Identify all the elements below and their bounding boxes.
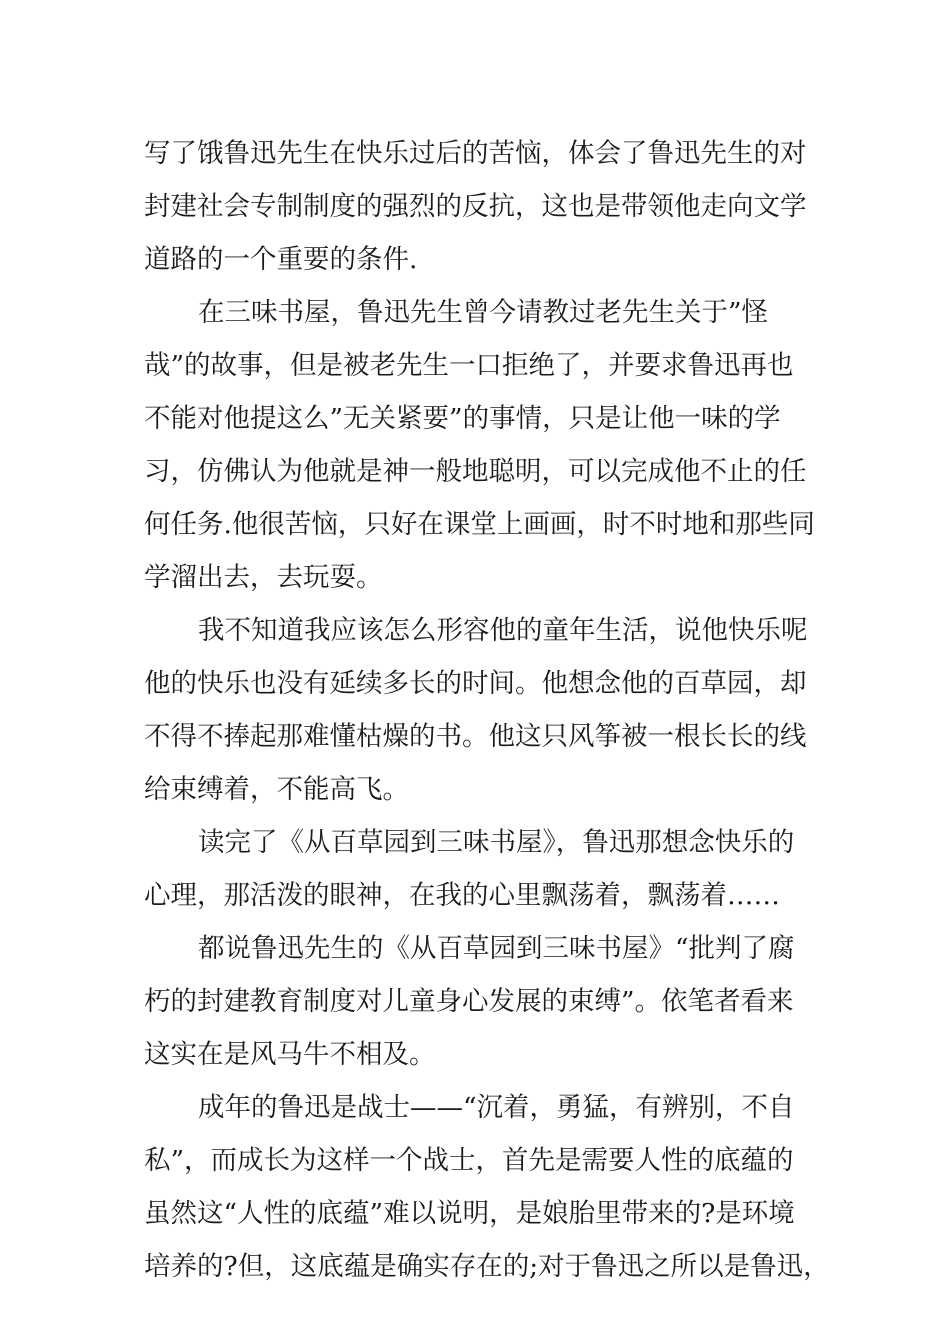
text-line: 在三味书屋，鲁迅先生曾今请教过老先生关于”怪 xyxy=(198,297,769,328)
text-line: 他的快乐也没有延续多长的时间。他想念他的百草园，却 xyxy=(144,668,807,699)
text-line: 朽的封建教育制度对儿童身心发展的束缚”。依笔者看来 xyxy=(144,986,794,1017)
text-line: 封建社会专制制度的强烈的反抗，这也是带领他走向文学 xyxy=(144,191,807,222)
text-line: 读完了《从百草园到三味书屋》，鲁迅那想念快乐的 xyxy=(198,827,795,858)
text-line: 写了饿鲁迅先生在快乐过后的苦恼，体会了鲁迅先生的对 xyxy=(144,138,807,169)
text-line: 哉”的故事，但是被老先生一口拒绝了，并要求鲁迅再也 xyxy=(144,350,794,381)
paragraph-1 xyxy=(144,127,824,286)
text-line: 培养的?但，这底蕴是确实存在的;对于鲁迅之所以是鲁迅， xyxy=(144,1251,830,1282)
text-line: 道路的一个重要的条件. xyxy=(144,244,418,275)
text-line: 学溜出去，去玩耍。 xyxy=(144,562,383,593)
paragraph-5 xyxy=(144,922,824,1081)
text-line: 不能对他提这么”无关紧要”的事情，只是让他一味的学 xyxy=(144,403,781,434)
text-line: 我不知道我应该怎么形容他的童年生活，说他快乐呢 xyxy=(198,615,808,646)
text-line: 私”，而成长为这样一个战士，首先是需要人性的底蕴的 xyxy=(144,1145,794,1176)
paragraph-6 xyxy=(144,1081,830,1293)
text-line: 习，仿佛认为他就是神一般地聪明，可以完成他不止的任 xyxy=(144,456,807,487)
text-line: 都说鲁迅先生的《从百草园到三味书屋》“批判了腐 xyxy=(198,933,795,964)
text-line: 不得不捧起那难懂枯燥的书。他这只风筝被一根长长的线 xyxy=(144,721,807,752)
paragraph-3 xyxy=(144,604,824,816)
text-line: 成年的鲁迅是战士——“沉着，勇猛，有辨别，不自 xyxy=(198,1092,795,1123)
text-line: 给束缚着，不能高飞。 xyxy=(144,774,409,805)
text-line: 虽然这“人性的底蕴”难以说明，是娘胎里带来的?是环境 xyxy=(144,1198,795,1229)
text-line: 何任务.他很苦恼，只好在课堂上画画，时不时地和那些同 xyxy=(144,509,815,540)
paragraph-4 xyxy=(144,816,824,922)
text-line: 这实在是风马牛不相及。 xyxy=(144,1039,436,1070)
text-line: 心理，那活泼的眼神，在我的心里飘荡着，飘荡着…… xyxy=(144,880,780,911)
paragraph-2 xyxy=(144,286,824,604)
document-body xyxy=(144,127,830,1293)
